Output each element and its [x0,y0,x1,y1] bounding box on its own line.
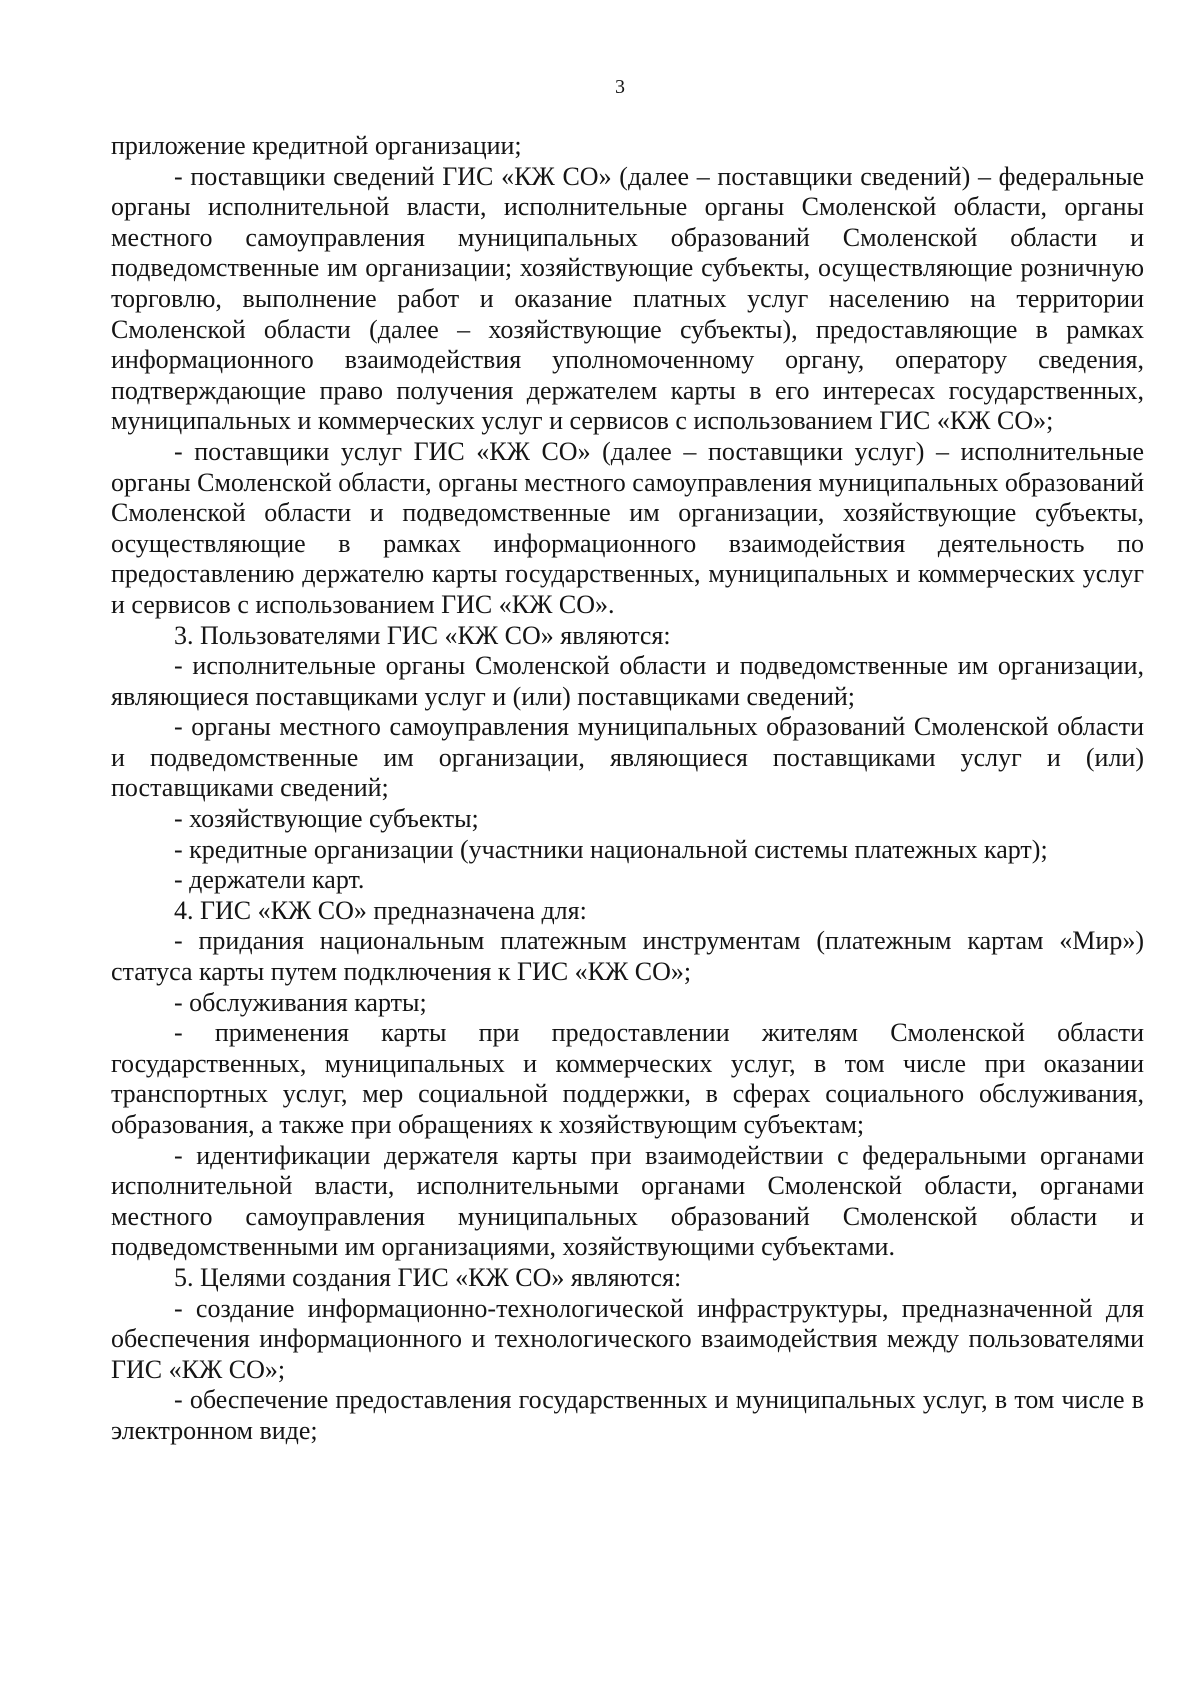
paragraph-section-4-heading: 4. ГИС «КЖ СО» предназначена для: [174,895,587,925]
paragraph-purpose-card-service: - обслуживания карты; [174,987,427,1017]
paragraph-goal-services: - обеспечение предоставления государственных и муниципальных услуг, в том числе в электронном виде; [111,1385,1144,1445]
document-text [111,131,1144,1447]
paragraph-purpose-card-usage: - применения карты при предоставлении жителям Смоленской области государственных, муниципальных и коммерческих услуг, в том числе при оказании транспортных услуг, мер социальной поддержки, в сферах социального обслуживания, образования, а также при обращениях к хозяйствующим субъектам; [111,1018,1144,1139]
page-number: 3 [615,76,625,98]
paragraph-purpose-card-status: - придания национальным платежным инструментам (платежным картам «Мир») статуса карты путем подключения к ГИС «КЖ СО»; [111,926,1144,987]
paragraph-section-5-heading: 5. Целями создания ГИС «КЖ СО» являются: [174,1262,682,1292]
paragraph-users-executive-bodies: - исполнительные органы Смоленской области и подведомственные им организации, являющиеся поставщиками услуг и (или) поставщиками сведений; [111,651,1144,711]
paragraph-info-suppliers: - поставщики сведений ГИС «КЖ СО» (далее – поставщики сведений) – федеральные органы исполнительной власти, исполнительные органы Смоленской области, органы местного самоуправления муниципальных образований Смоленской области и подведомственные им организации; хозяйствующие субъекты, осуществляющие розничную торговлю, выполнение работ и оказание платных услуг населению на территории Смоленской области (далее – хозяйствующие субъекты), предоставляющие в рамках информационного взаимодействия уполномоченному органу, оператору сведения, подтверждающие право получения держателем карты в его интересах государственных, муниципальных и коммерческих услуг и сервисов с использованием ГИС «КЖ СО»; [111,161,1144,436]
paragraph-section-3-heading: 3. Пользователями ГИС «КЖ СО» являются: [174,620,671,650]
paragraph-continuation: приложение кредитной организации; [111,131,522,160]
paragraph-goal-infrastructure: - создание информационно-технологической инфраструктуры, предназначенной для обеспечения информационного и технологического взаимодействия между пользователями ГИС «КЖ СО»; [111,1293,1144,1384]
paragraph-users-business-entities: - хозяйствующие субъекты; [174,804,479,834]
paragraph-purpose-identification: - идентификации держателя карты при взаимодействии с федеральными органами исполнительной власти, исполнительными органами Смоленской области, органами местного самоуправления муниципальных образований Смоленской области и подведомственными им организациями, хозяйствующими субъектами. [111,1140,1144,1262]
paragraph-users-local-government: - органы местного самоуправления муниципальных образований Смоленской области и подведомственные им организации, являющиеся поставщиками услуг и (или) поставщиками сведений; [111,712,1144,803]
paragraph-service-suppliers: - поставщики услуг ГИС «КЖ СО» (далее – поставщики услуг) – исполнительные органы Смоленской области, органы местного самоуправления муниципальных образований Смоленской области и подведомственные им организации, хозяйствующие субъекты, осуществляющие в рамках информационного взаимодействия деятельность по предоставлению держателю карты государственных, муниципальных и коммерческих услуг и сервисов с использованием ГИС «КЖ СО». [111,436,1144,619]
paragraph-users-card-holders: - держатели карт. [174,865,365,895]
paragraph-users-credit-organizations: - кредитные организации (участники национальной системы платежных карт); [174,834,1048,864]
